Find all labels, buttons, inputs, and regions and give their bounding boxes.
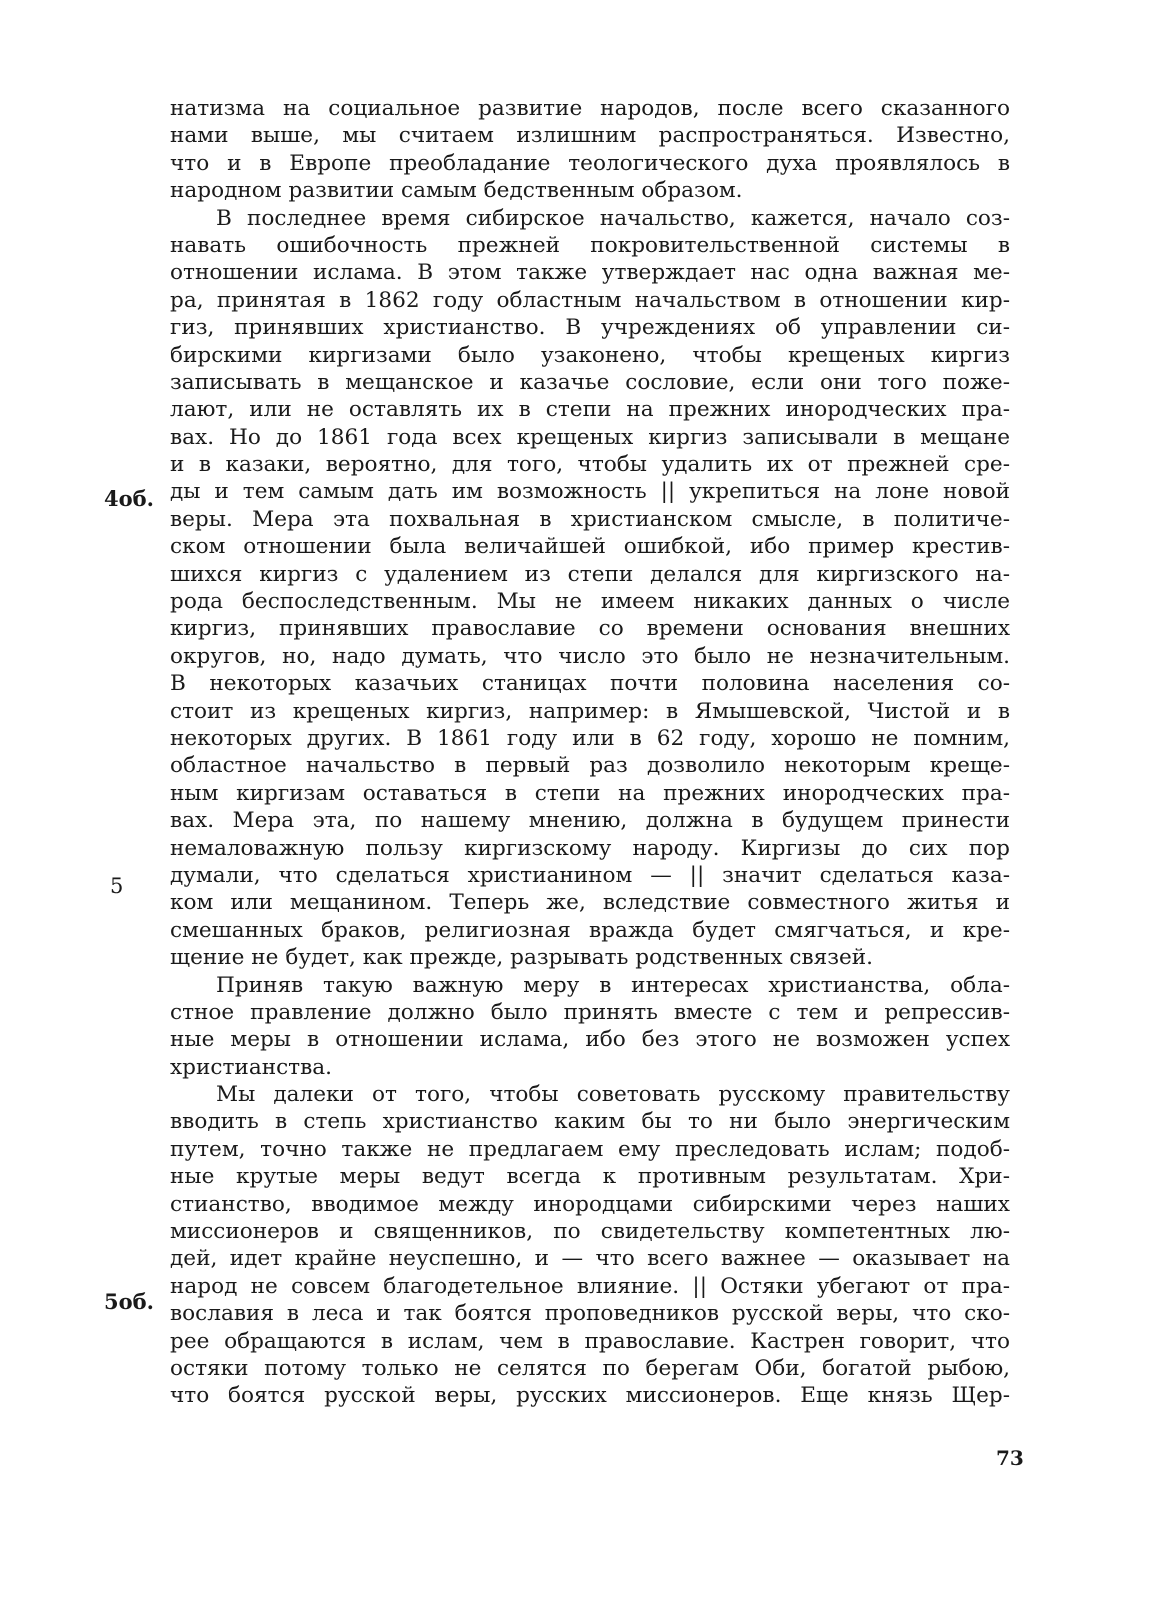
- text-line: некоторых других. В 1861 году или в 62 году, хорошо не помним,: [170, 725, 1010, 751]
- text-line: что и в Европе преобладание теологического духа проявлялось в: [170, 150, 1010, 176]
- text-line: народном развитии самым бедственным образом.: [170, 178, 743, 204]
- text-line: ра, принятая в 1862 году областным начальством в отношении кир-: [170, 287, 1010, 313]
- text-line: навать ошибочность прежней покровительственной системы в: [170, 232, 1010, 258]
- text-line: рее обращаются в ислам, чем в православие. Кастрен говорит, что: [170, 1328, 1010, 1354]
- text-line: записывать в мещанское и казачье сословие, если они того поже-: [170, 369, 1010, 395]
- text-line: и в казаки, вероятно, для того, чтобы удалить их от прежней сре-: [170, 452, 1010, 478]
- text-line: веры. Мера эта похвальная в христианском смысле, в политиче-: [170, 506, 1010, 532]
- text-line: ные меры в отношении ислама, ибо без этого не возможен успех: [170, 1027, 1010, 1053]
- text-line: народ не совсем благодетельное влияние. || Остяки убегают от пра-: [170, 1273, 1010, 1299]
- text-line: ком или мещанином. Теперь же, вследствие совместного житья и: [170, 890, 1010, 916]
- text-line: стианство, вводимое между инородцами сибирскими через наших: [170, 1191, 1010, 1217]
- text-line: щение не будет, как прежде, разрывать родственных связей.: [170, 945, 874, 971]
- margin-note-folio-5: 5: [110, 874, 124, 898]
- text-line: киргиз, принявших православие со времени основания внешних: [170, 616, 1010, 642]
- text-line: миссионеров и священников, по свидетельству компетентных лю-: [170, 1219, 1010, 1245]
- text-line: лают, или не оставлять их в степи на прежних инородческих пра-: [170, 397, 1010, 423]
- text-line: стное правление должно было принять вместе с тем и репрессив-: [170, 999, 1010, 1025]
- text-line: В последнее время сибирское начальство, кажется, начало соз-: [216, 205, 1010, 231]
- text-line: отношении ислама. В этом также утверждает нас одна важная ме-: [170, 260, 1010, 286]
- text-line: стоит из крещеных киргиз, например: в Ямышевской, Чистой и в: [170, 698, 1010, 724]
- text-line: округов, но, надо думать, что число это было не незначительным.: [170, 643, 1010, 669]
- text-line: вославия в леса и так боятся проповедников русской веры, что ско-: [170, 1301, 1010, 1327]
- text-line: рода беспоследственным. Мы не имеем никаких данных о числе: [170, 589, 1010, 615]
- text-line: христианства.: [170, 1054, 333, 1080]
- text-line: областное начальство в первый раз дозволило некоторым креще-: [170, 753, 1010, 779]
- text-line: дей, идет крайне неуспешно, и — что всего важнее — оказывает на: [170, 1246, 1010, 1272]
- text-line: думали, что сделаться христианином — || значит сделаться каза-: [170, 862, 1010, 888]
- text-line: что боятся русской веры, русских миссионеров. Еще князь Щер-: [170, 1383, 1010, 1409]
- text-line: бирскими киргизами было узаконено, чтобы крещеных киргиз: [170, 342, 1010, 368]
- margin-note-folio-4ob: 4об.: [104, 486, 154, 511]
- text-line: ском отношении была величайшей ошибкой, ибо пример крестив-: [170, 534, 1010, 560]
- text-line: шихся киргиз с удалением из степи делался для киргизского на-: [170, 561, 1010, 587]
- text-line: ным киргизам оставаться в степи на прежних инородческих пра-: [170, 780, 1010, 806]
- text-line: Приняв такую важную меру в интересах христианства, обла-: [216, 972, 1010, 998]
- text-line: натизма на социальное развитие народов, после всего сказанного: [170, 96, 1010, 121]
- text-line: вводить в степь христианство каким бы то ни было энергическим: [170, 1109, 1010, 1135]
- text-line: нами выше, мы считаем излишним распространяться. Известно,: [170, 123, 1010, 149]
- text-line: Мы далеки от того, чтобы советовать русскому правительству: [216, 1082, 1010, 1108]
- text-line: ные крутые меры ведут всегда к противным результатам. Хри-: [170, 1164, 1010, 1190]
- text-line: смешанных браков, религиозная вражда будет смягчаться, и кре-: [170, 917, 1010, 943]
- text-line: остяки потому только не селятся по берегам Оби, богатой рыбою,: [170, 1355, 1010, 1381]
- text-line: вах. Но до 1861 года всех крещеных киргиз записывали в мещане: [170, 424, 1010, 450]
- text-line: путем, точно также не предлагаем ему преследовать ислам; подоб-: [170, 1136, 1010, 1162]
- text-line: гиз, принявших христианство. В учреждениях об управлении си-: [170, 315, 1010, 341]
- page-number: 73: [996, 1446, 1024, 1470]
- text-line: В некоторых казачьих станицах почти половина населения со-: [170, 671, 1010, 697]
- text-line: вах. Мера эта, по нашему мнению, должна в будущем принести: [170, 808, 1010, 834]
- margin-note-folio-5ob: 5об.: [104, 1289, 154, 1314]
- page-text-body: [170, 95, 1010, 1410]
- text-line: немаловажную пользу киргизскому народу. Киргизы до сих пор: [170, 835, 1010, 861]
- text-line: ды и тем самым дать им возможность || укрепиться на лоне новой: [170, 479, 1010, 505]
